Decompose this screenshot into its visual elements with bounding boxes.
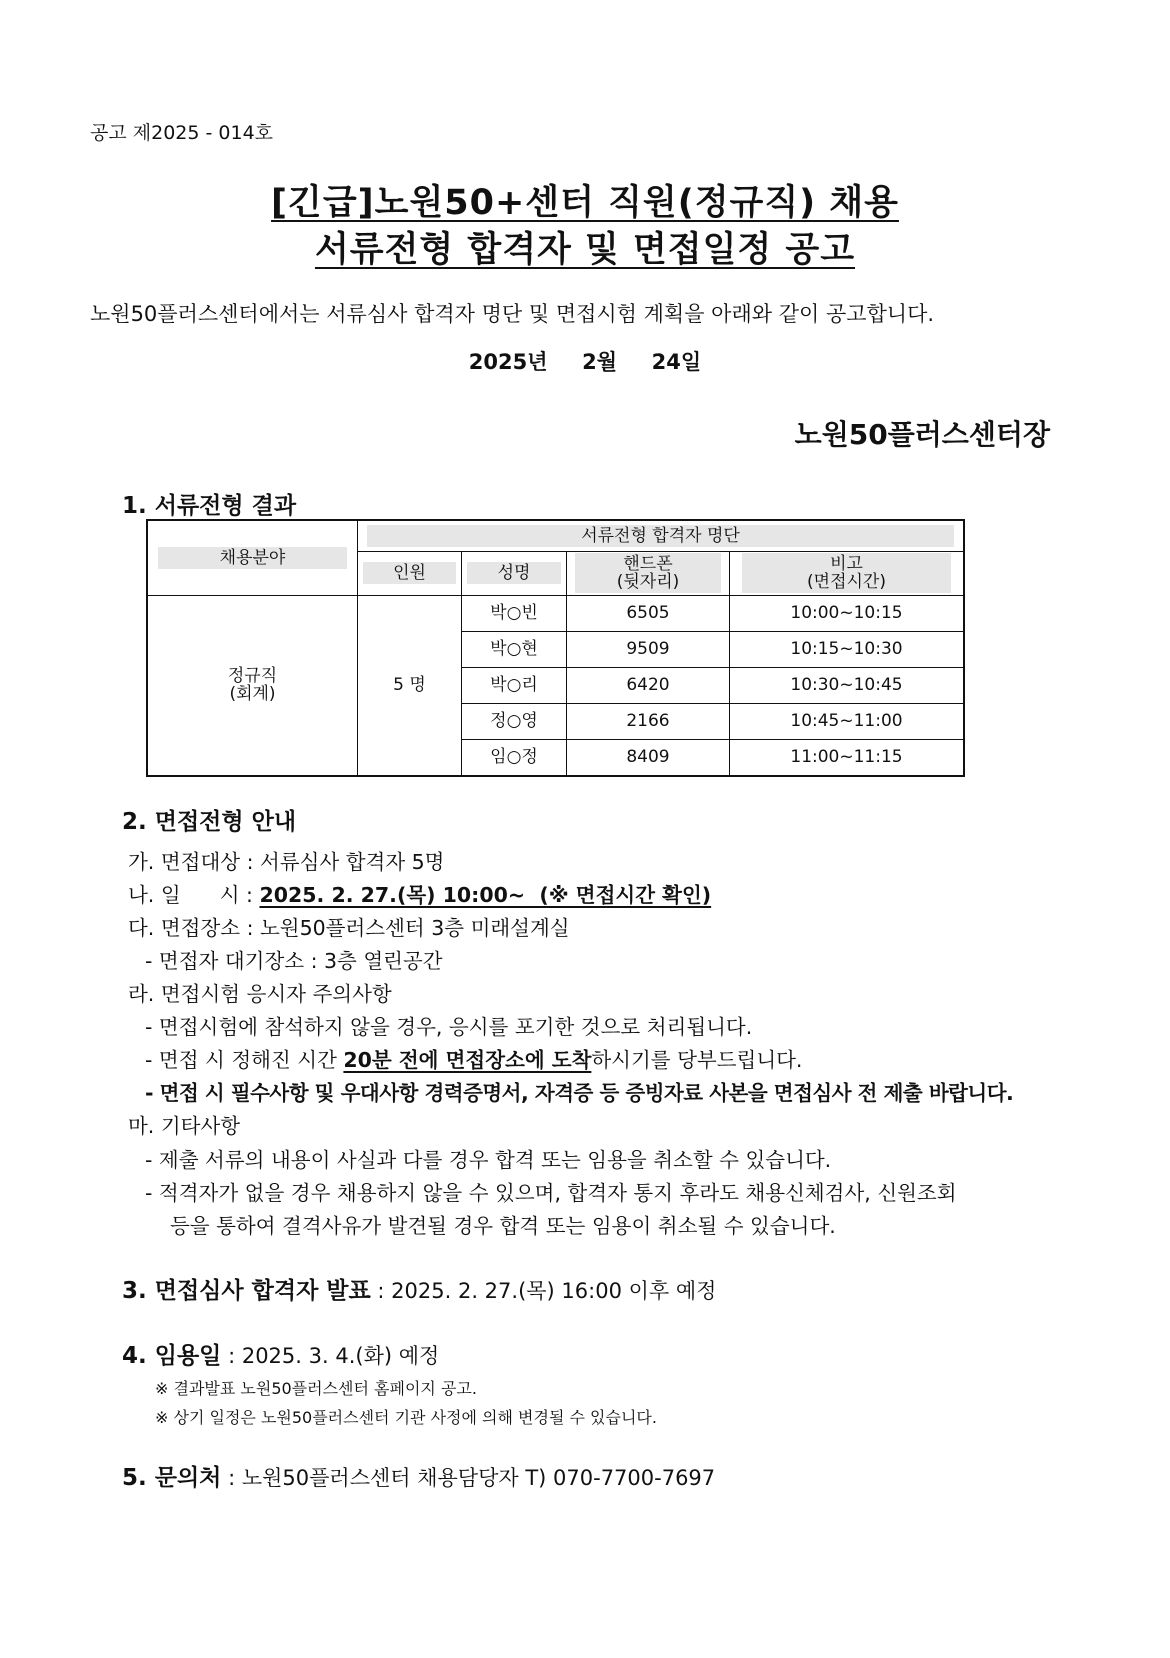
field-cell: 정규직 (회계) — [147, 595, 358, 776]
item-c: 다. 면접장소 : 노원50플러스센터 3층 미래설계실 — [128, 916, 570, 940]
name-cell: 박○현 — [462, 631, 567, 667]
name-cell: 임○정 — [462, 739, 567, 776]
item-d3: - 면접 시 필수사항 및 우대사항 경력증명서, 자격증 등 증빙자료 사본을 면접심사 전 제출 바랍니다. — [145, 1081, 1014, 1105]
phone-cell: 2166 — [567, 703, 730, 739]
notice-number: 공고 제2025 - 014호 — [90, 122, 274, 144]
notice-date: 2025년 2월 24일 — [468, 350, 702, 374]
section2-heading: 2. 면접전형 안내 — [122, 809, 297, 835]
time-cell: 10:30~10:45 — [730, 667, 965, 703]
intro-text: 노원50플러스센터에서는 서류심사 합격자 명단 및 면접시험 계획을 아래와 같이 공고합니다. — [90, 302, 935, 326]
title-line-2: 서류전형 합격자 및 면접일정 공고 — [314, 230, 856, 270]
section3: 3. 면접심사 합격자 발표 : 2025. 2. 27.(목) 16:00 이후 예정 — [122, 1278, 717, 1304]
time-cell: 10:15~10:30 — [730, 631, 965, 667]
section1-heading: 1. 서류전형 결과 — [122, 493, 297, 519]
header-remark: 비고 (면접시간) — [742, 553, 952, 593]
phone-cell: 6505 — [567, 595, 730, 631]
item-e2-continued: 등을 통하여 결격사유가 발견될 경우 합격 또는 임용이 취소될 수 있습니다. — [170, 1214, 836, 1238]
item-d1: - 면접시험에 참석하지 않을 경우, 응시를 포기한 것으로 처리됩니다. — [145, 1015, 753, 1039]
name-cell: 정○영 — [462, 703, 567, 739]
count-cell: 5 명 — [358, 595, 462, 776]
item-e: 마. 기타사항 — [128, 1114, 241, 1138]
phone-cell: 8409 — [567, 739, 730, 776]
item-d: 라. 면접시험 응시자 주의사항 — [128, 982, 392, 1006]
signatory: 노원50플러스센터장 — [794, 418, 1050, 451]
header-phone: 핸드폰 (뒷자리) — [575, 553, 721, 593]
item-a: 가. 면접대상 : 서류심사 합격자 5명 — [128, 850, 445, 874]
header-field: 채용분야 — [147, 520, 358, 595]
section5: 5. 문의처 : 노원50플러스센터 채용담당자 T) 070-7700-7697 — [122, 1465, 716, 1491]
item-e1: - 제출 서류의 내용이 사실과 다를 경우 합격 또는 임용을 취소할 수 있습니다. — [145, 1148, 832, 1172]
header-count: 인원 — [363, 562, 456, 584]
note-1: ※ 결과발표 노원50플러스센터 홈페이지 공고. — [155, 1379, 477, 1398]
time-cell: 10:00~10:15 — [730, 595, 965, 631]
phone-cell: 6420 — [567, 667, 730, 703]
name-cell: 박○리 — [462, 667, 567, 703]
item-e2: - 적격자가 없을 경우 채용하지 않을 수 있으며, 합격자 통지 후라도 채용신체검사, 신원조회 — [145, 1181, 957, 1205]
table-row — [147, 595, 964, 631]
header-group: 서류전형 합격자 명단 — [358, 520, 965, 551]
note-2: ※ 상기 일정은 노원50플러스센터 기관 사정에 의해 변경될 수 있습니다. — [155, 1408, 657, 1427]
item-c-sub: - 면접자 대기장소 : 3층 열린공간 — [145, 949, 443, 973]
item-b: 나. 일 시 : 2025. 2. 27.(목) 10:00~ (※ 면접시간 확인) — [128, 883, 712, 907]
section4: 4. 임용일 : 2025. 3. 4.(화) 예정 — [122, 1343, 440, 1369]
title-line-1: [긴급]노원50+센터 직원(정규직) 채용 — [271, 183, 899, 223]
item-d2: - 면접 시 정해진 시간 20분 전에 면접장소에 도착하시기를 당부드립니다. — [145, 1048, 803, 1072]
header-name: 성명 — [467, 562, 561, 584]
phone-cell: 9509 — [567, 631, 730, 667]
results-table — [146, 519, 965, 777]
time-cell: 11:00~11:15 — [730, 739, 965, 776]
time-cell: 10:45~11:00 — [730, 703, 965, 739]
name-cell: 박○빈 — [462, 595, 567, 631]
